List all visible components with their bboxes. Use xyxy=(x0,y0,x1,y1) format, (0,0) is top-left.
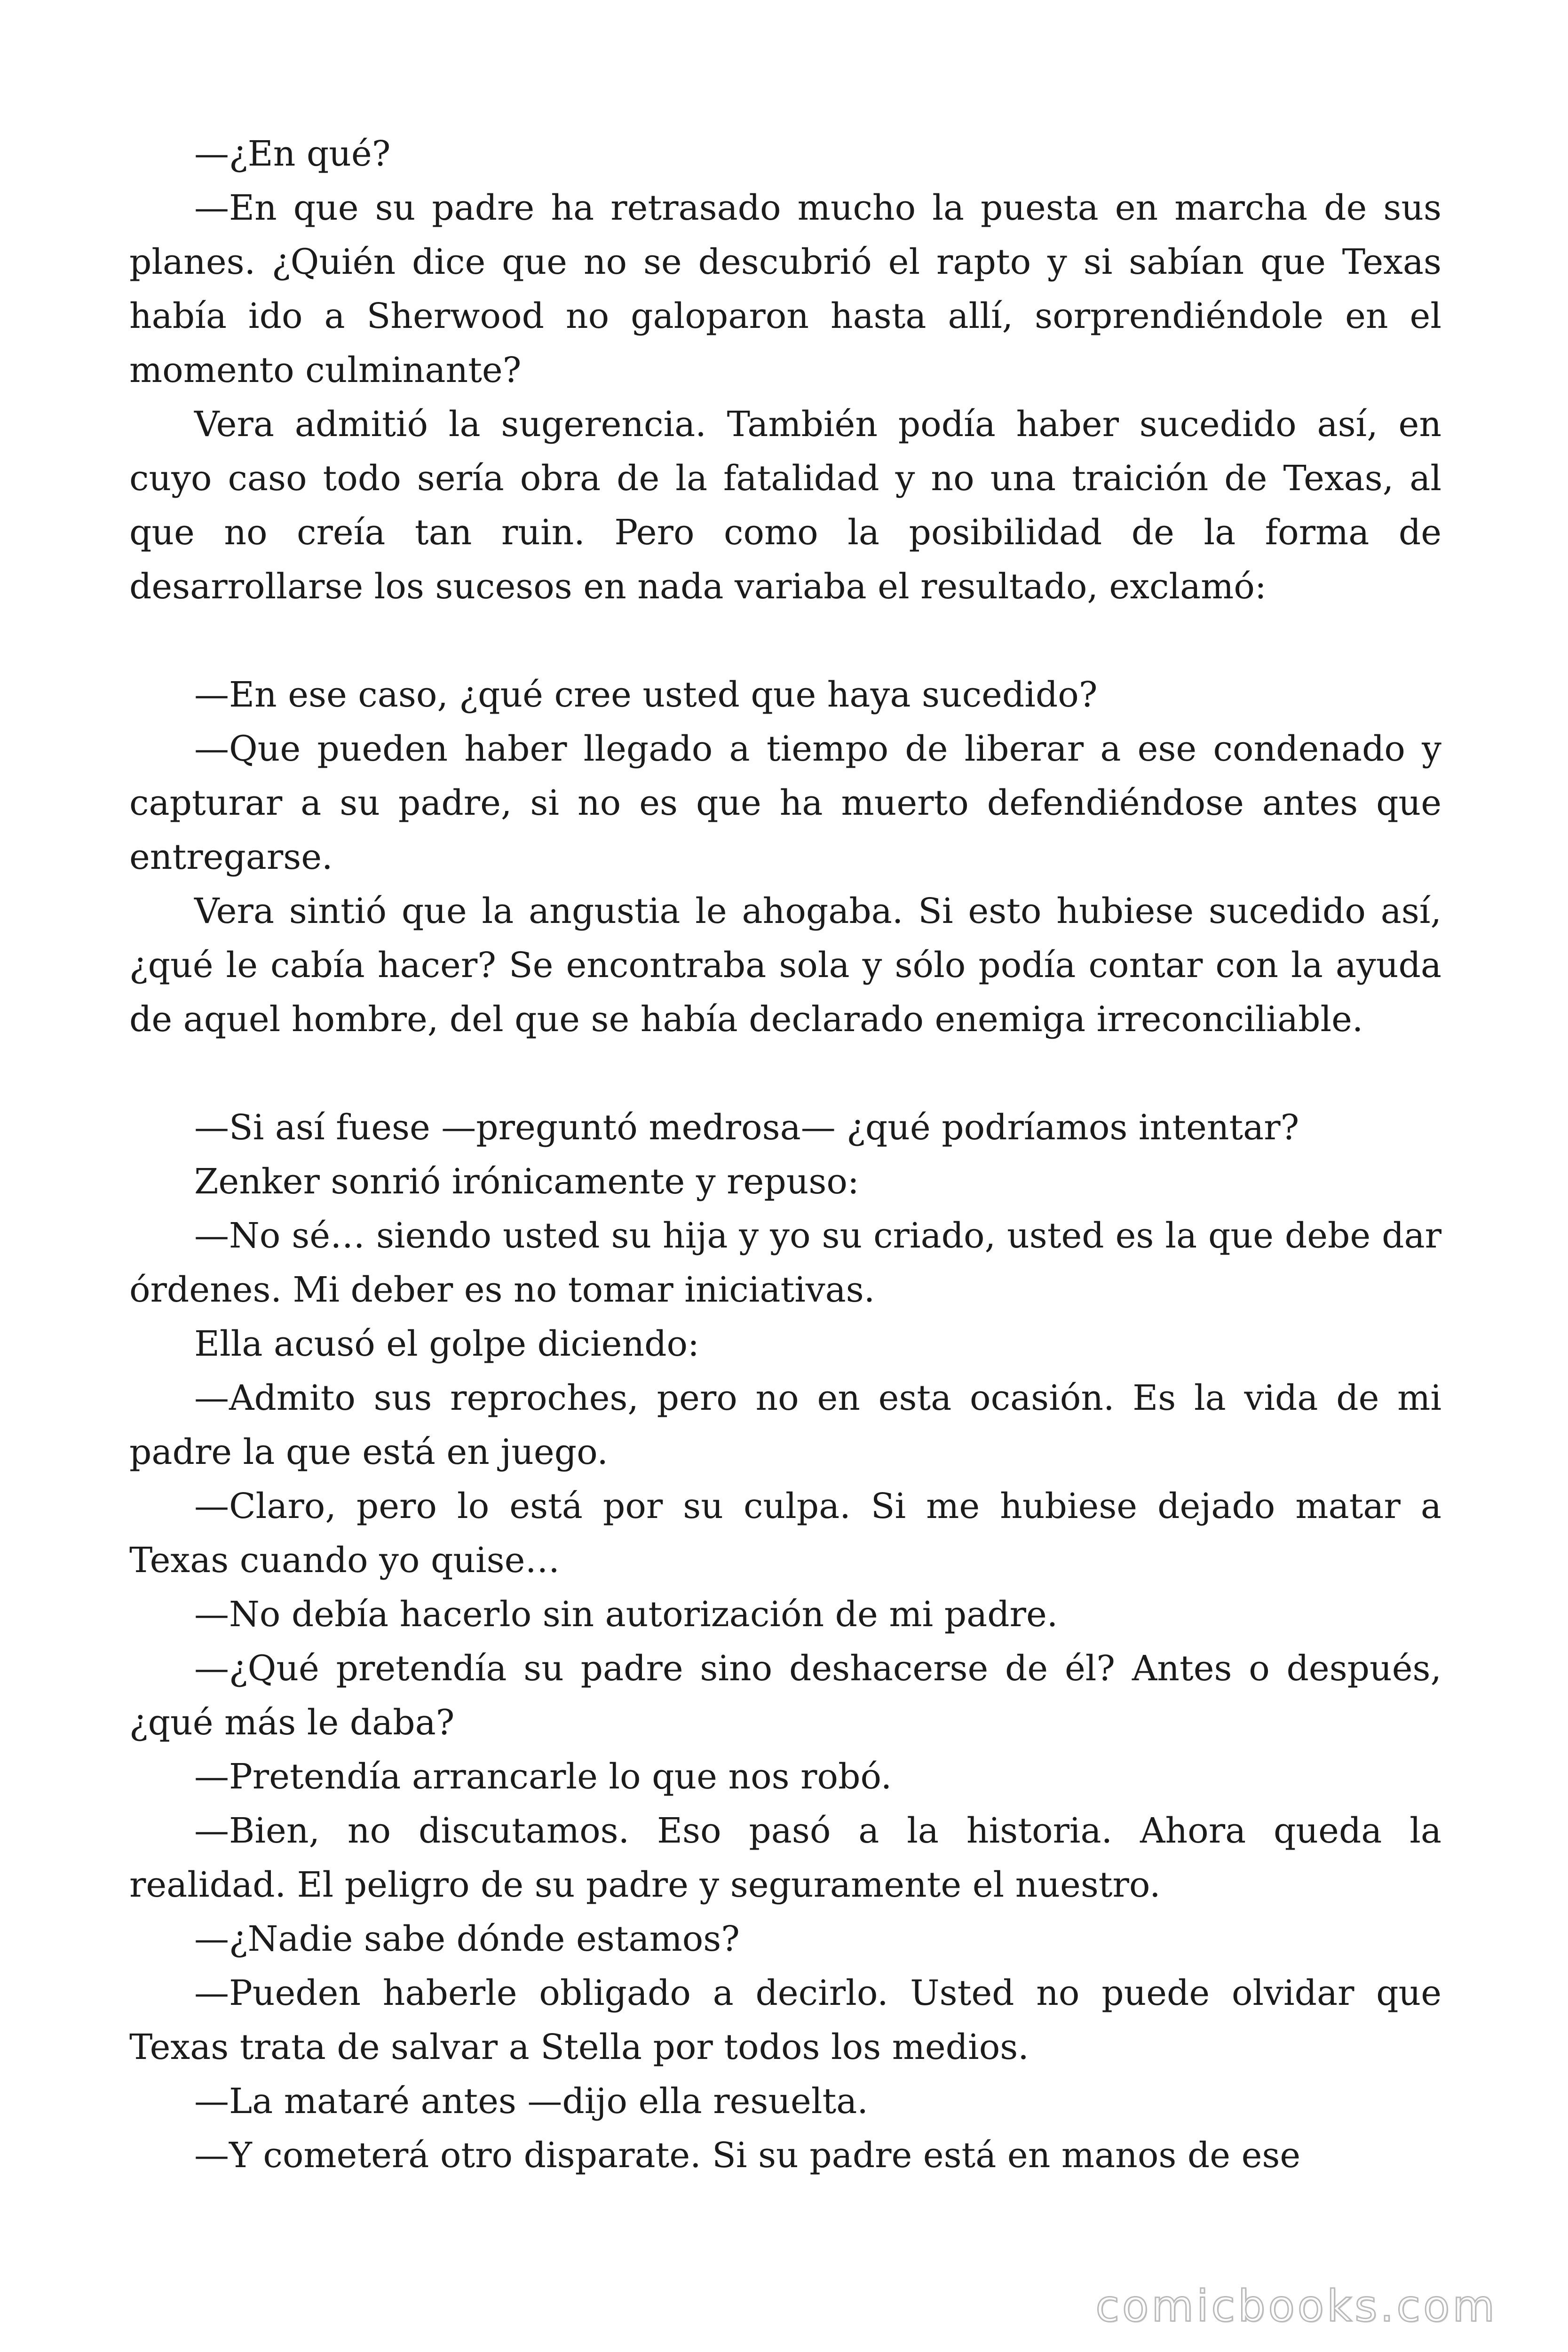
dialogue-paragraph: —Pretendía arrancarle lo que nos robó. xyxy=(194,1756,892,1797)
site-watermark: comicbooks.com xyxy=(1095,2281,1497,2331)
dialogue-paragraph: —Claro, pero lo está por su culpa. Si me hubiese dejado matar a Texas cuando yo quise… xyxy=(129,1486,1441,1581)
dialogue-paragraph: —Que pueden haber llegado a tiempo de liberar a ese condenado y capturar a su padre, si no es que ha muerto defendiéndose antes que entregarse. xyxy=(129,729,1441,877)
dialogue-paragraph: —Si así fuese —preguntó medrosa— ¿qué podríamos intentar? xyxy=(194,1107,1299,1148)
dialogue-paragraph: —La mataré antes —dijo ella resuelta. xyxy=(194,2081,868,2122)
dialogue-paragraph: —Pueden haberle obligado a decirlo. Usted no puede olvidar que Texas trata de salvar a Stella por todos los medios. xyxy=(129,1973,1441,2067)
dialogue-paragraph: —¿Qué pretendía su padre sino deshacerse de él? Antes o después, ¿qué más le daba? xyxy=(129,1648,1441,1743)
dialogue-paragraph: —En que su padre ha retrasado mucho la puesta en marcha de sus planes. ¿Quién dice que no se descubrió el rapto y si sabían que Texas había ido a Sherwood no galoparon hasta allí, sorprendiéndole en el momento culminante? xyxy=(129,188,1441,390)
dialogue-paragraph: —No debía hacerlo sin autorización de mi padre. xyxy=(194,1594,1058,1635)
dialogue-paragraph: —Bien, no discutamos. Eso pasó a la historia. Ahora queda la realidad. El peligro de su padre y seguramente el nuestro. xyxy=(129,1811,1441,1905)
narration-paragraph: Vera sintió que la angustia le ahogaba. Si esto hubiese sucedido así, ¿qué le cabía hacer? Se encontraba sola y sólo podía contar con la ayuda de aquel hombre, del que se había declarado enemiga irreconciliable. xyxy=(129,891,1441,1040)
dialogue-paragraph: —Y cometerá otro disparate. Si su padre está en manos de ese xyxy=(194,2135,1301,2176)
dialogue-paragraph: —Admito sus reproches, pero no en esta ocasión. Es la vida de mi padre la que está en juego. xyxy=(129,1378,1441,1472)
narration-paragraph: Vera admitió la sugerencia. También podía haber sucedido así, en cuyo caso todo sería obra de la fatalidad y no una traición de Texas, al que no creía tan ruin. Pero como la posibilidad de la forma de desarrollarse los sucesos en nada variaba el resultado, exclamó: xyxy=(129,404,1441,607)
dialogue-paragraph: —No sé… siendo usted su hija y yo su criado, usted es la que debe dar órdenes. Mi deber es no tomar iniciativas. xyxy=(129,1216,1441,1310)
dialogue-paragraph: —En ese caso, ¿qué cree usted que haya sucedido? xyxy=(194,675,1098,715)
narration-paragraph: Zenker sonrió irónicamente y repuso: xyxy=(194,1161,859,1202)
narration-paragraph: Ella acusó el golpe diciendo: xyxy=(194,1324,699,1364)
dialogue-paragraph: —¿Nadie sabe dónde estamos? xyxy=(194,1919,740,1959)
dialogue-paragraph: —¿En qué? xyxy=(194,134,391,174)
